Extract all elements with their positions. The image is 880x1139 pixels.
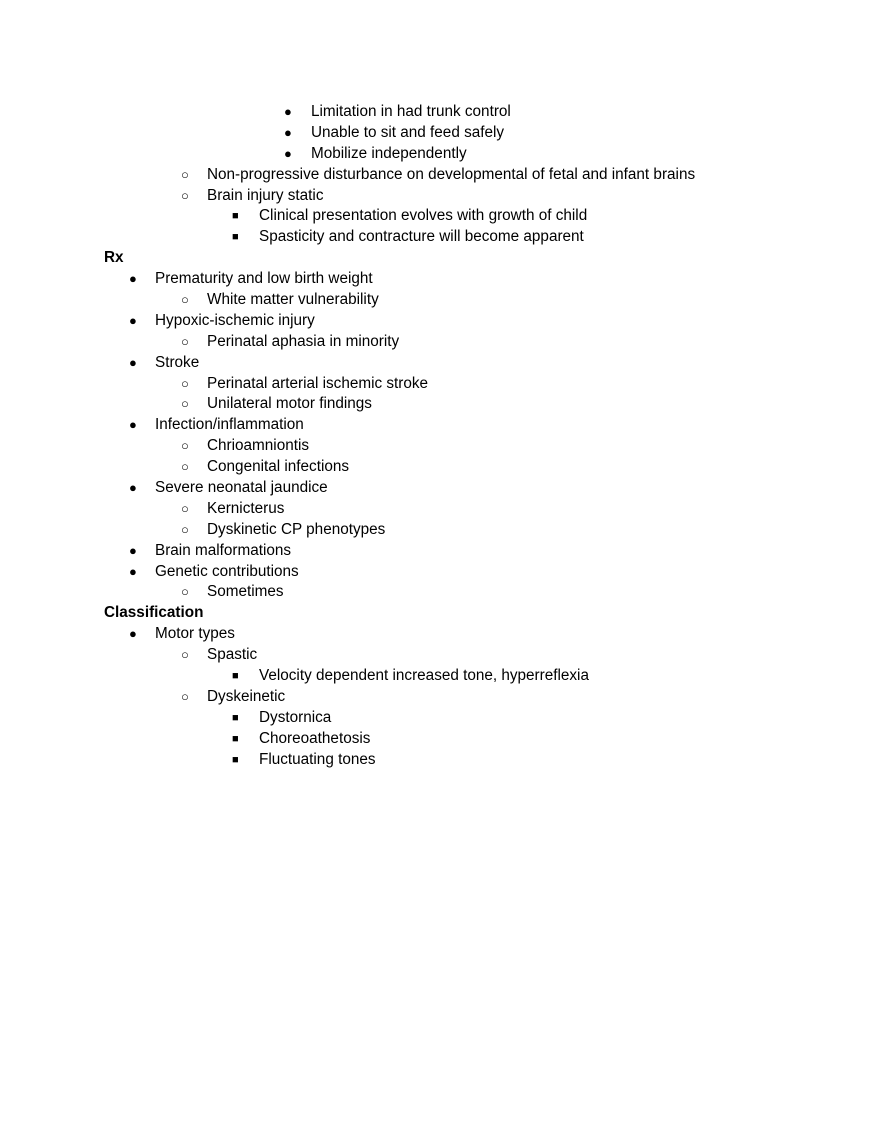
list-item bbox=[0, 332, 880, 353]
list-item-text: Limitation in had trunk control bbox=[311, 103, 511, 120]
list-item bbox=[0, 457, 880, 478]
circle-bullet-icon: ○ bbox=[181, 647, 189, 663]
circle-bullet-icon: ○ bbox=[181, 584, 189, 600]
list-item-text: White matter vulnerability bbox=[207, 291, 379, 309]
circle-bullet-icon: ○ bbox=[181, 500, 189, 516]
list-item bbox=[0, 729, 880, 750]
list-item-text: Perinatal aphasia in minority bbox=[207, 332, 400, 350]
list-item-text: Kernicterus bbox=[207, 499, 285, 517]
list-item-text: Spasticity and contracture will become apparent bbox=[259, 228, 584, 246]
list-item bbox=[0, 290, 880, 311]
list-item-text: Perinatal arterial ischemic stroke bbox=[207, 374, 429, 392]
list-item bbox=[0, 436, 880, 457]
section-heading-row bbox=[0, 248, 880, 269]
list-item-text: Prematurity and low birth weight bbox=[155, 270, 373, 288]
list-item bbox=[0, 520, 880, 541]
list-item-text: Unable to sit and feed safely bbox=[311, 123, 505, 141]
list-item-text: Chrioamniontis bbox=[207, 437, 310, 455]
section-heading: Classification bbox=[104, 604, 204, 622]
list-item-text: Mobilize independently bbox=[311, 144, 467, 162]
list-item-text: Dystornica bbox=[259, 708, 332, 726]
list-item-text: Choreoathetosis bbox=[259, 729, 371, 747]
list-item bbox=[0, 582, 880, 603]
list-item bbox=[0, 645, 880, 666]
list-item-text: Unilateral motor findings bbox=[207, 395, 372, 413]
list-item-text: Motor types bbox=[155, 625, 235, 643]
circle-bullet-icon: ○ bbox=[181, 459, 189, 475]
list-item-text: Brain injury static bbox=[207, 186, 324, 204]
circle-bullet-icon: ○ bbox=[181, 333, 189, 349]
list-item bbox=[0, 708, 880, 729]
disc-bullet-icon: ● bbox=[284, 104, 292, 119]
list-item-text: Velocity dependent increased tone, hyperreflexia bbox=[259, 667, 589, 685]
circle-bullet-icon: ○ bbox=[181, 375, 189, 391]
list-item bbox=[0, 102, 880, 123]
disc-bullet-icon: ● bbox=[129, 626, 137, 642]
list-item-text: Clinical presentation evolves with growth of child bbox=[259, 207, 588, 225]
list-item-text: Spastic bbox=[207, 646, 258, 664]
list-item-text: Dyskinetic CP phenotypes bbox=[207, 520, 386, 538]
square-bullet-icon: ■ bbox=[232, 231, 239, 244]
list-item bbox=[0, 374, 880, 395]
disc-bullet-icon: ● bbox=[129, 563, 137, 579]
list-item-text: Non-progressive disturbance on developmental of fetal and infant brains bbox=[207, 165, 696, 183]
section-heading: Rx bbox=[104, 249, 124, 267]
list-item bbox=[0, 123, 880, 144]
list-item bbox=[0, 269, 880, 290]
square-bullet-icon: ■ bbox=[232, 732, 239, 745]
list-item-text: Fluctuating tones bbox=[259, 750, 376, 768]
square-bullet-icon: ■ bbox=[232, 753, 239, 766]
list-item bbox=[0, 186, 880, 207]
list-item bbox=[0, 624, 880, 645]
square-bullet-icon: ■ bbox=[232, 711, 239, 724]
list-item bbox=[0, 206, 880, 227]
disc-bullet-icon: ● bbox=[129, 417, 137, 433]
list-item bbox=[0, 353, 880, 374]
disc-bullet-icon: ● bbox=[129, 480, 137, 496]
list-item-text: Genetic contributions bbox=[155, 562, 299, 580]
list-item bbox=[0, 165, 880, 186]
list-item bbox=[0, 478, 880, 499]
list-item-text: Hypoxic-ischemic injury bbox=[155, 311, 315, 329]
list-item bbox=[0, 144, 880, 165]
section-heading-row bbox=[0, 603, 880, 624]
list-item bbox=[0, 415, 880, 436]
disc-bullet-icon: ● bbox=[284, 124, 292, 140]
list-item bbox=[0, 750, 880, 771]
list-item-text: Sometimes bbox=[207, 583, 284, 601]
disc-bullet-icon: ● bbox=[284, 145, 292, 161]
circle-bullet-icon: ○ bbox=[181, 166, 189, 182]
circle-bullet-icon: ○ bbox=[181, 688, 189, 704]
circle-bullet-icon: ○ bbox=[181, 438, 189, 454]
list-item-text: Brain malformations bbox=[155, 541, 292, 559]
list-item bbox=[0, 227, 880, 248]
document-body bbox=[0, 102, 880, 771]
list-item bbox=[0, 666, 880, 687]
list-item bbox=[0, 499, 880, 520]
disc-bullet-icon: ● bbox=[129, 354, 137, 370]
disc-bullet-icon: ● bbox=[129, 271, 137, 287]
circle-bullet-icon: ○ bbox=[181, 396, 189, 412]
circle-bullet-icon: ○ bbox=[181, 187, 189, 203]
list-item-text: Stroke bbox=[155, 353, 200, 371]
list-item-text: Infection/inflammation bbox=[155, 416, 304, 434]
list-item bbox=[0, 541, 880, 562]
square-bullet-icon: ■ bbox=[232, 670, 239, 683]
circle-bullet-icon: ○ bbox=[181, 292, 189, 308]
disc-bullet-icon: ● bbox=[129, 312, 137, 328]
list-item-text: Congenital infections bbox=[207, 458, 350, 476]
list-item bbox=[0, 562, 880, 583]
list-item-text: Severe neonatal jaundice bbox=[155, 479, 328, 497]
list-item bbox=[0, 311, 880, 332]
list-item-text: Dyskeinetic bbox=[207, 687, 286, 705]
square-bullet-icon: ■ bbox=[232, 210, 239, 223]
circle-bullet-icon: ○ bbox=[181, 521, 189, 537]
disc-bullet-icon: ● bbox=[129, 542, 137, 558]
list-item bbox=[0, 394, 880, 415]
list-item bbox=[0, 687, 880, 708]
